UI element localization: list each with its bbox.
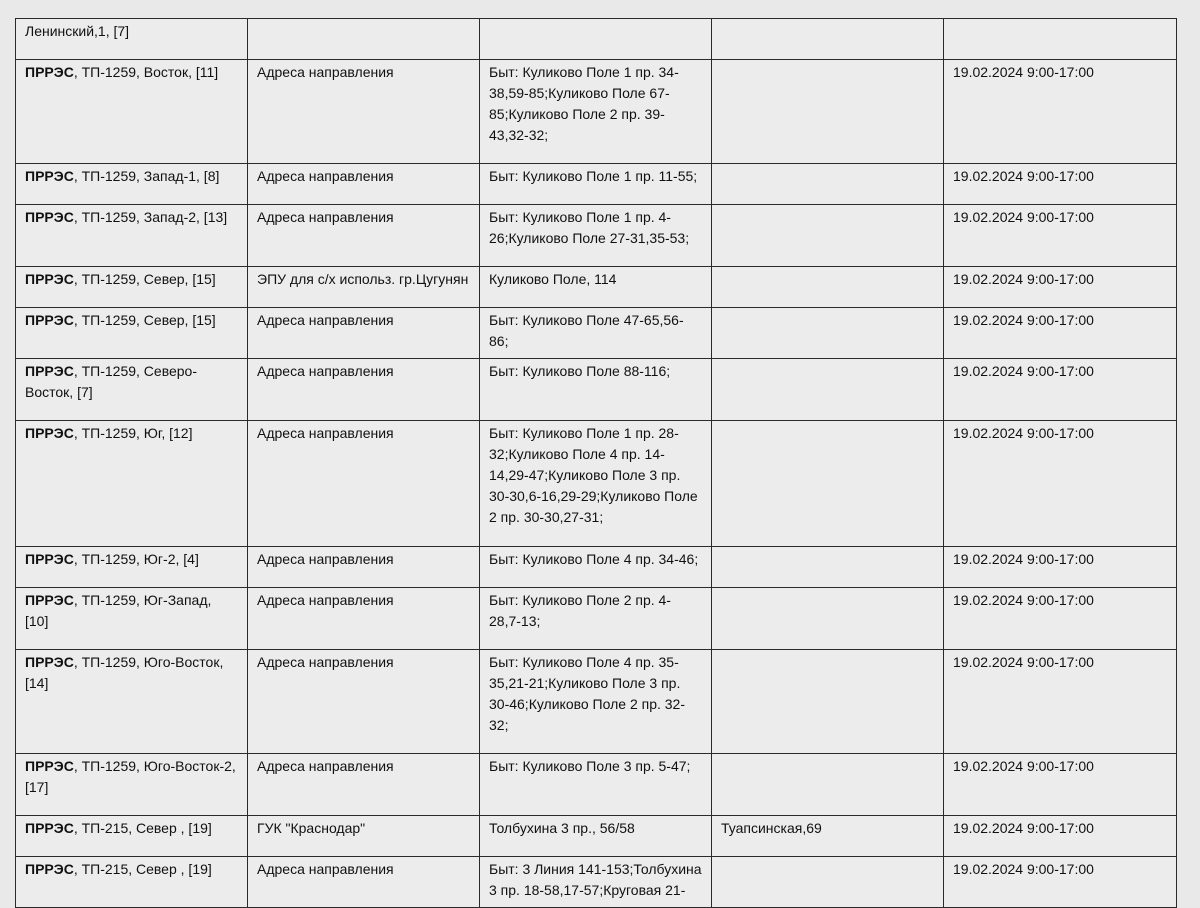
table-row: [16, 60, 1177, 164]
street-cell: [712, 205, 944, 267]
line-cell: ПРРЭС, ТП-1259, Юг, [12]: [16, 421, 248, 547]
object-cell: Адреса направления: [248, 308, 480, 359]
object-cell: Адреса направления: [248, 588, 480, 650]
time-cell: 19.02.2024 9:00-17:00: [944, 267, 1177, 308]
object-cell: Адреса направления: [248, 421, 480, 547]
object-cell: Адреса направления: [248, 359, 480, 421]
time-cell: 19.02.2024 9:00-17:00: [944, 359, 1177, 421]
table-row: [16, 857, 1177, 908]
line-cell: ПРРЭС, ТП-1259, Север, [15]: [16, 308, 248, 359]
table-row: [16, 547, 1177, 588]
address-cell: Быт: Куликово Поле 47-65,56-86;: [480, 308, 712, 359]
street-cell: [712, 547, 944, 588]
line-cell: ПРРЭС, ТП-1259, Северо-Восток, [7]: [16, 359, 248, 421]
address-cell: Быт: Куликово Поле 4 пр. 35-35,21-21;Куликово Поле 3 пр. 30-46;Куликово Поле 2 пр. 32-32;: [480, 650, 712, 754]
line-cell: ПРРЭС, ТП-1259, Восток, [11]: [16, 60, 248, 164]
table-row: [16, 421, 1177, 547]
time-cell: 19.02.2024 9:00-17:00: [944, 164, 1177, 205]
street-cell: [712, 60, 944, 164]
address-cell: Быт: Куликово Поле 1 пр. 28-32;Куликово Поле 4 пр. 14-14,29-47;Куликово Поле 3 пр. 30-30,6-16,29-29;Куликово Поле 2 пр. 30-30,27-31;: [480, 421, 712, 547]
street-cell: [712, 19, 944, 60]
address-cell: Быт: 3 Линия 141-153;Толбухина 3 пр. 18-58,17-57;Круговая 21-: [480, 857, 712, 908]
object-cell: Адреса направления: [248, 754, 480, 816]
time-cell: 19.02.2024 9:00-17:00: [944, 816, 1177, 857]
table-row: [16, 267, 1177, 308]
address-cell: Быт: Куликово Поле 2 пр. 4-28,7-13;: [480, 588, 712, 650]
line-cell: Ленинский,1, [7]: [16, 19, 248, 60]
address-cell: Быт: Куликово Поле 1 пр. 34-38,59-85;Куликово Поле 67-85;Куликово Поле 2 пр. 39-43,32-32;: [480, 60, 712, 164]
street-cell: [712, 857, 944, 908]
line-cell: ПРРЭС, ТП-215, Север , [19]: [16, 816, 248, 857]
address-cell: Быт: Куликово Поле 1 пр. 4-26;Куликово Поле 27-31,35-53;: [480, 205, 712, 267]
object-cell: Адреса направления: [248, 547, 480, 588]
address-cell: Быт: Куликово Поле 4 пр. 34-46;: [480, 547, 712, 588]
object-cell: Адреса направления: [248, 650, 480, 754]
address-cell: [480, 19, 712, 60]
time-cell: 19.02.2024 9:00-17:00: [944, 857, 1177, 908]
street-cell: [712, 359, 944, 421]
address-cell: Быт: Куликово Поле 3 пр. 5-47;: [480, 754, 712, 816]
time-cell: [944, 19, 1177, 60]
street-cell: [712, 164, 944, 205]
line-cell: ПРРЭС, ТП-1259, Север, [15]: [16, 267, 248, 308]
object-cell: Адреса направления: [248, 857, 480, 908]
street-cell: Туапсинская,69: [712, 816, 944, 857]
line-cell: ПРРЭС, ТП-1259, Юго-Восток-2, [17]: [16, 754, 248, 816]
table-row: [16, 650, 1177, 754]
street-cell: [712, 650, 944, 754]
table-row: [16, 308, 1177, 359]
table-row: [16, 754, 1177, 816]
time-cell: 19.02.2024 9:00-17:00: [944, 205, 1177, 267]
object-cell: ЭПУ для с/х использ. гр.Цугунян: [248, 267, 480, 308]
address-cell: Куликово Поле, 114: [480, 267, 712, 308]
object-cell: ГУК "Краснодар": [248, 816, 480, 857]
table-row: [16, 164, 1177, 205]
time-cell: 19.02.2024 9:00-17:00: [944, 547, 1177, 588]
line-cell: ПРРЭС, ТП-215, Север , [19]: [16, 857, 248, 908]
line-cell: ПРРЭС, ТП-1259, Юг-Запад, [10]: [16, 588, 248, 650]
table-row: [16, 816, 1177, 857]
time-cell: 19.02.2024 9:00-17:00: [944, 60, 1177, 164]
table-row: [16, 205, 1177, 267]
time-cell: 19.02.2024 9:00-17:00: [944, 308, 1177, 359]
object-cell: Адреса направления: [248, 164, 480, 205]
time-cell: 19.02.2024 9:00-17:00: [944, 754, 1177, 816]
table-row: [16, 19, 1177, 60]
address-cell: Быт: Куликово Поле 88-116;: [480, 359, 712, 421]
time-cell: 19.02.2024 9:00-17:00: [944, 421, 1177, 547]
table-row: [16, 588, 1177, 650]
street-cell: [712, 421, 944, 547]
address-cell: Толбухина 3 пр., 56/58: [480, 816, 712, 857]
time-cell: 19.02.2024 9:00-17:00: [944, 650, 1177, 754]
address-cell: Быт: Куликово Поле 1 пр. 11-55;: [480, 164, 712, 205]
line-cell: ПРРЭС, ТП-1259, Юг-2, [4]: [16, 547, 248, 588]
line-cell: ПРРЭС, ТП-1259, Запад-2, [13]: [16, 205, 248, 267]
line-cell: ПРРЭС, ТП-1259, Юго-Восток, [14]: [16, 650, 248, 754]
street-cell: [712, 754, 944, 816]
line-cell: ПРРЭС, ТП-1259, Запад-1, [8]: [16, 164, 248, 205]
table-row: [16, 359, 1177, 421]
object-cell: [248, 19, 480, 60]
outage-table: [15, 18, 1177, 908]
street-cell: [712, 588, 944, 650]
object-cell: Адреса направления: [248, 60, 480, 164]
object-cell: Адреса направления: [248, 205, 480, 267]
street-cell: [712, 308, 944, 359]
time-cell: 19.02.2024 9:00-17:00: [944, 588, 1177, 650]
street-cell: [712, 267, 944, 308]
outage-schedule-sheet: [15, 18, 1176, 908]
